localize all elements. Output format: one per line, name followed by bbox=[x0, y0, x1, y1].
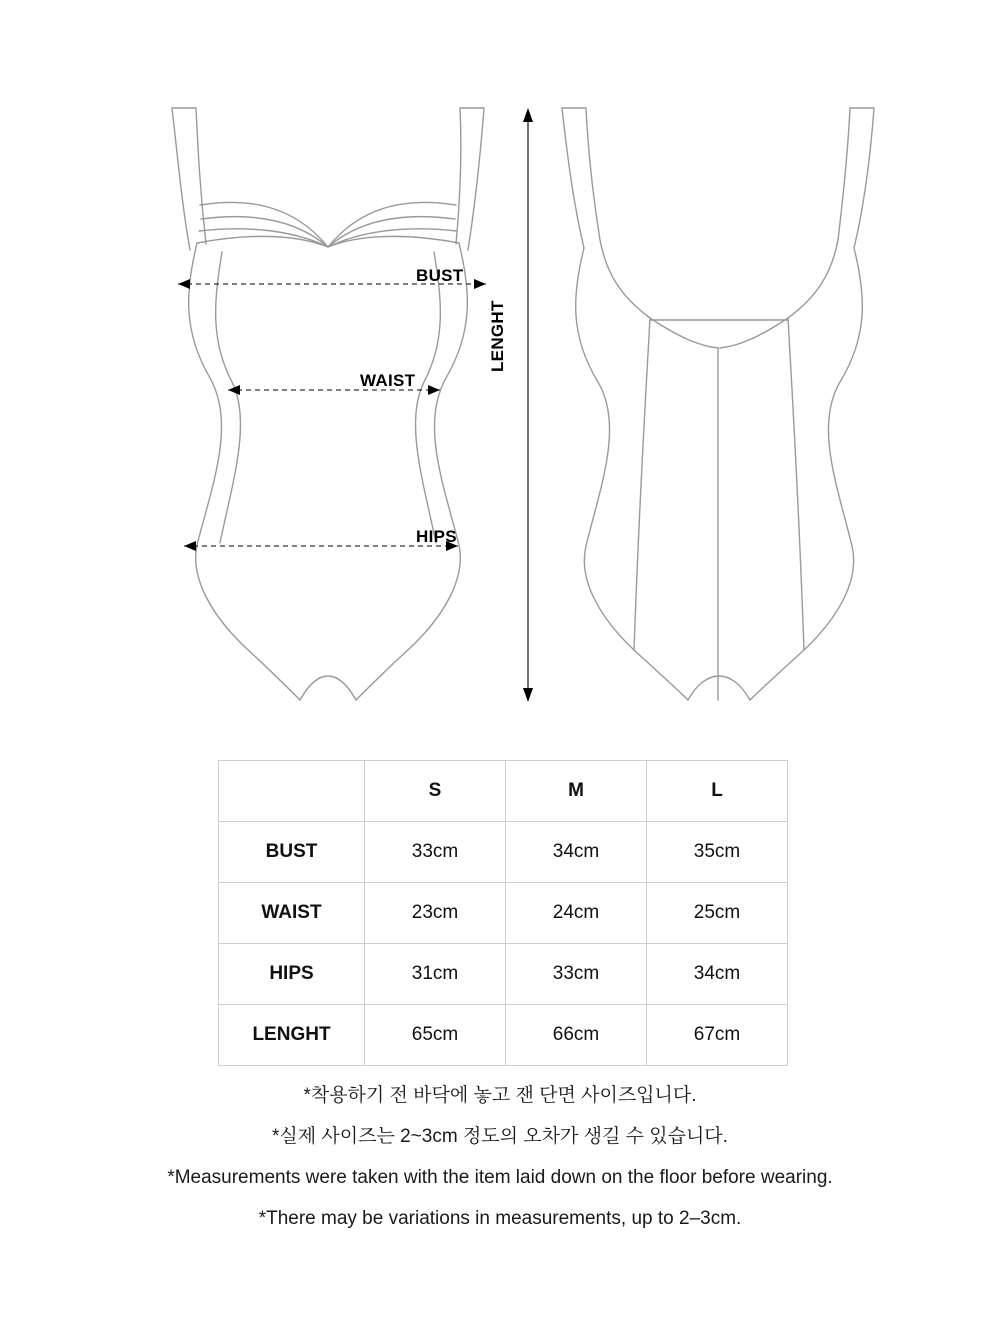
label-waist: WAIST bbox=[360, 371, 416, 390]
table-row bbox=[219, 883, 788, 944]
table-corner-cell bbox=[219, 761, 365, 822]
note-line-1: *착용하기 전 바닥에 놓고 잰 단면 사이즈입니다. bbox=[303, 1085, 697, 1106]
measurement-arrows bbox=[178, 108, 533, 702]
label-bust: BUST bbox=[416, 266, 464, 285]
cell-waist-l: 25cm bbox=[647, 883, 788, 944]
row-label-bust: BUST bbox=[219, 822, 365, 883]
row-label-length: LENGHT bbox=[219, 1005, 365, 1066]
front-view bbox=[172, 108, 484, 700]
table-row bbox=[219, 1005, 788, 1066]
notes-section bbox=[0, 1086, 1000, 1250]
cell-bust-l: 35cm bbox=[647, 822, 788, 883]
cell-hips-m: 33cm bbox=[506, 944, 647, 1005]
cell-length-m: 66cm bbox=[506, 1005, 647, 1066]
cell-waist-m: 24cm bbox=[506, 883, 647, 944]
cell-bust-m: 34cm bbox=[506, 822, 647, 883]
column-header-m: M bbox=[506, 761, 647, 822]
cell-hips-l: 34cm bbox=[647, 944, 788, 1005]
cell-bust-s: 33cm bbox=[365, 822, 506, 883]
table-header-row bbox=[219, 761, 788, 822]
cell-length-l: 67cm bbox=[647, 1005, 788, 1066]
label-length: LENGHT bbox=[488, 300, 507, 372]
cell-length-s: 65cm bbox=[365, 1005, 506, 1066]
back-view bbox=[562, 108, 874, 700]
note-line-4: *There may be variations in measurements, up to 2–3cm. bbox=[258, 1208, 742, 1229]
cell-hips-s: 31cm bbox=[365, 944, 506, 1005]
note-line-2: *실제 사이즈는 2~3cm 정도의 오차가 생길 수 있습니다. bbox=[272, 1126, 728, 1147]
row-label-waist: WAIST bbox=[219, 883, 365, 944]
row-label-hips: HIPS bbox=[219, 944, 365, 1005]
column-header-l: L bbox=[647, 761, 788, 822]
label-hips: HIPS bbox=[416, 527, 457, 546]
table-row bbox=[219, 822, 788, 883]
column-header-s: S bbox=[365, 761, 506, 822]
note-line-3: *Measurements were taken with the item laid down on the floor before wearing. bbox=[167, 1167, 833, 1188]
cell-waist-s: 23cm bbox=[365, 883, 506, 944]
table-row bbox=[219, 944, 788, 1005]
size-chart-table bbox=[218, 760, 788, 1066]
